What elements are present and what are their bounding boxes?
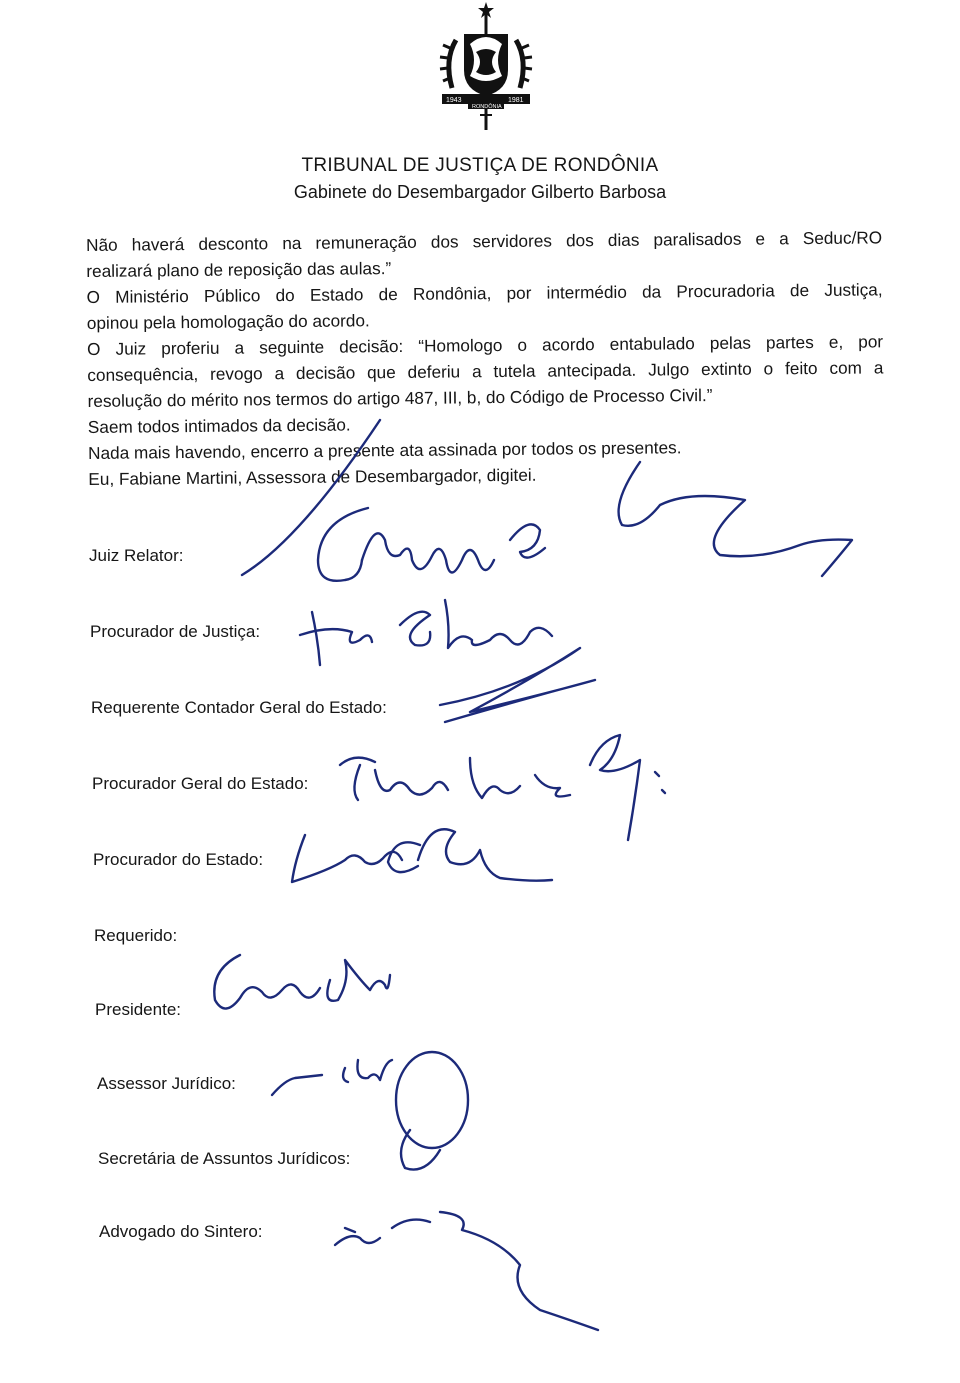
label-presidente: Presidente:: [95, 1000, 181, 1019]
label-procurador-geral: Procurador Geral do Estado:: [92, 774, 309, 793]
signature-procurador-geral: [340, 735, 665, 840]
paragraph-line: Saem todos intimados da decisão.: [87, 414, 351, 437]
signature-presidente: [214, 955, 390, 1009]
signature-procurador-justica: [300, 600, 552, 665]
coat-year-right: 1981: [508, 97, 524, 104]
paragraph-line: resolução do mérito nos termos do artigo 487, III, b, do Código de Processo Civil.”: [87, 384, 713, 411]
minutes-body: [86, 224, 884, 492]
label-procurador-justica: Procurador de Justiça:: [90, 622, 261, 641]
label-requerido: Requerido:: [94, 926, 178, 945]
paragraph-line: O Ministério Público do Estado de Rondônia, por intermédio da Procuradoria de Justiça,: [86, 279, 883, 307]
label-advogado-sintero: Advogado do Sintero:: [99, 1222, 263, 1241]
label-juiz-relator: Juiz Relator:: [89, 546, 184, 565]
label-procurador-estado: Procurador do Estado:: [93, 850, 264, 869]
paragraph-line: O Juiz proferiu a seguinte decisão: “Homologo o acordo entabulado pelas partes e, por: [87, 331, 884, 359]
paragraph-line: Nada mais havendo, encerro a presente ata assinada por todos os presentes.: [88, 437, 682, 463]
paragraph-line: opinou pela homologação do acordo.: [86, 310, 370, 333]
office-subtitle: Gabinete do Desembargador Gilberto Barbosa: [293, 182, 667, 202]
paragraph-line: consequência, revogo a decisão que deferiu a tutela antecipada. Julgo extinto o feito com a: [87, 357, 884, 385]
paragraph-line: Eu, Fabiane Martini, Assessora de Desembargador, digitei.: [88, 464, 537, 489]
coat-of-arms-emblem: [436, 0, 536, 132]
label-requerente-contador: Requerente Contador Geral do Estado:: [91, 698, 387, 717]
label-assessor-juridico: Assessor Jurídico:: [97, 1074, 236, 1093]
signature-advogado-sintero: [335, 1212, 598, 1330]
paragraph-line: Não haverá desconto na remuneração dos servidores dos dias paralisados e a Seduc/RO: [86, 227, 883, 255]
coat-year-left: 1943: [446, 97, 462, 104]
court-title: TRIBUNAL DE JUSTIÇA DE RONDÔNIA: [301, 155, 659, 176]
signature-requerente-contador: [440, 648, 595, 722]
coat-banner-text: RONDÔNIA: [472, 104, 502, 110]
label-secretaria-assuntos: Secretária de Assuntos Jurídicos:: [98, 1149, 351, 1168]
paragraph-line: realizará plano de reposição das aulas.”: [86, 258, 392, 281]
signature-procurador-estado: [292, 829, 552, 882]
